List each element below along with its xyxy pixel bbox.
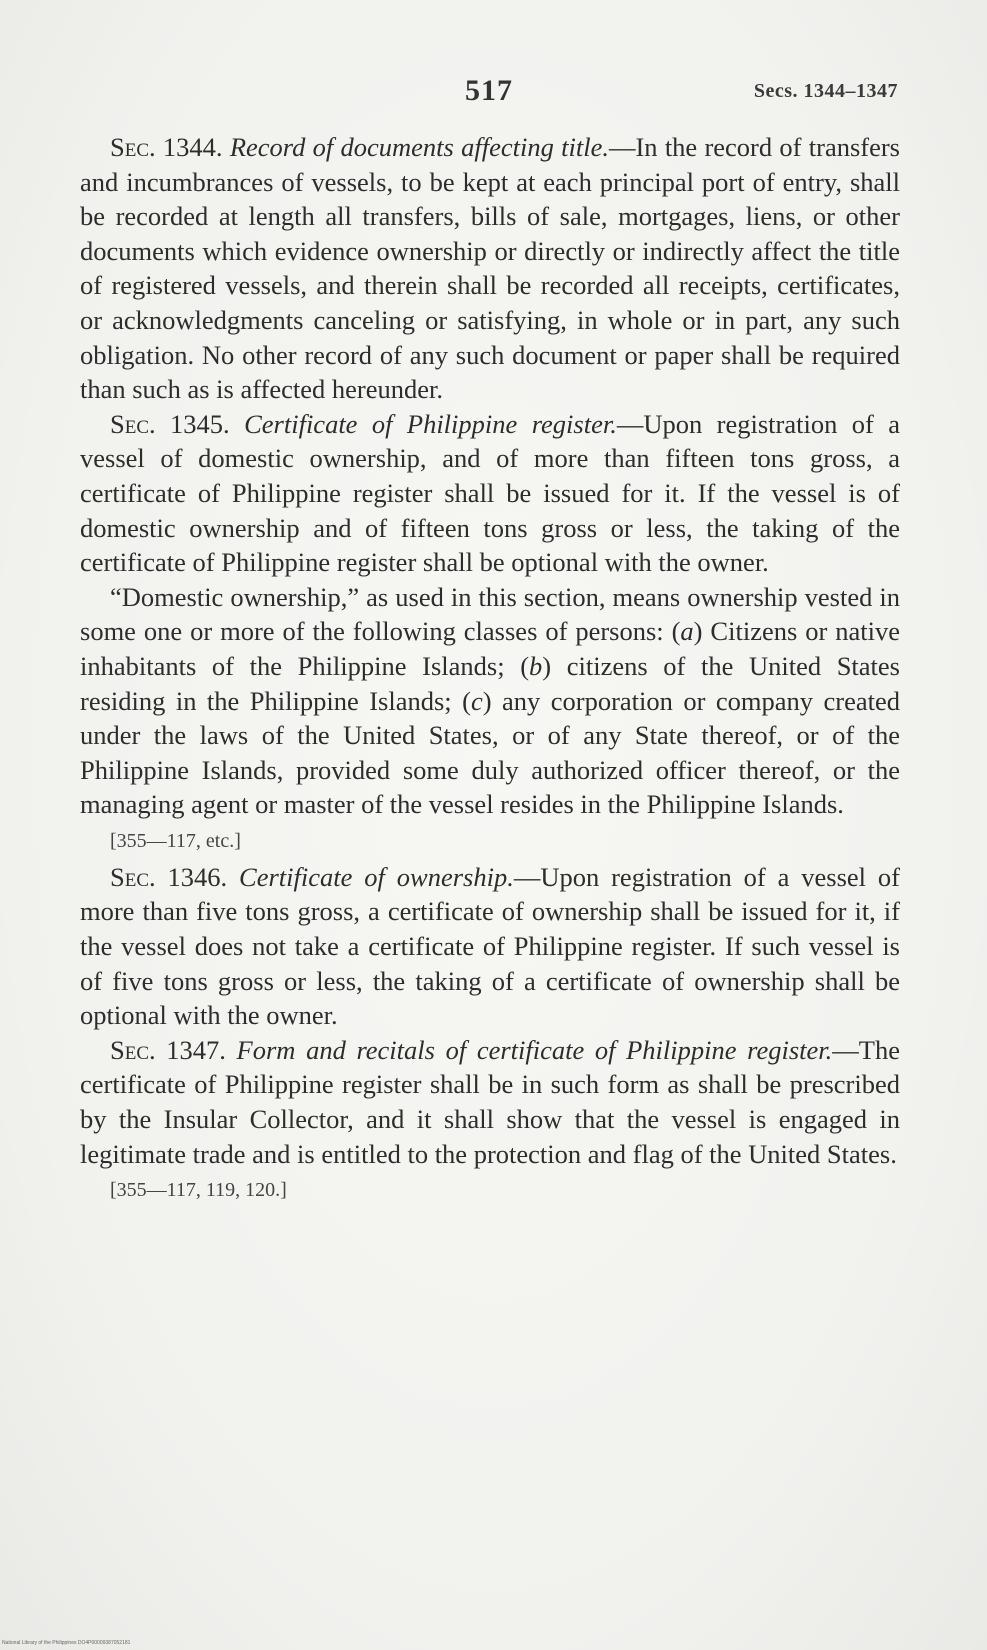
section-label: Sec. 1345. (110, 408, 230, 439)
section-text: —The certificate of Philippine register shall be in such form as shall be prescribed by the Insular Collector, and it shall show that the vessel is engaged in legitimate trade and is entitled to the protection and flag of the United States. (80, 1034, 900, 1169)
section-title: Certificate of ownership. (239, 861, 514, 892)
definition-text: ) citizens of the United States residing in the Philippine Islands; ( (80, 650, 900, 716)
section-text: —Upon registration of a vessel of domestic ownership, and of more than fifteen tons gross, a certificate of Philippine register shall be issued for it. If the vessel is of domestic ownership and of fifteen tons gross or less, the taking of the certificate of Philippine register shall be optional with the owner. (80, 408, 900, 578)
section-title: Record of documents affecting title. (229, 132, 609, 162)
citation-1345: [355—117, etc.] (110, 829, 241, 852)
section-1346 (80, 860, 900, 1033)
section-1344 (80, 130, 900, 407)
section-text: —Upon registration of a vessel of more than five tons gross, a certificate of ownership shall be issued for it, if the vessel does not take a certificate of Philippine register. If such vessel is of five tons gross or less, the taking of a certificate of ownership shall be optional with the owner. (80, 861, 901, 1031)
item-marker-b: b (529, 650, 543, 681)
section-label: Sec. 1344. (110, 132, 223, 162)
section-label: Sec. 1347. (110, 1034, 226, 1065)
body-text (80, 130, 900, 1209)
section-title: Form and recitals of certificate of Philippine register. (236, 1034, 833, 1065)
definition-text: ) Citizens or native inhabitants of the Philippine Islands; ( (80, 616, 900, 681)
page-header (80, 74, 898, 114)
item-marker-c: c (470, 685, 483, 716)
section-title: Certificate of Philippine register. (244, 408, 617, 439)
page-number: 517 (465, 74, 513, 107)
section-1347 (80, 1033, 900, 1171)
section-1345-definition (80, 580, 900, 822)
section-1345 (80, 407, 900, 580)
running-head: Secs. 1344–1347 (753, 80, 898, 102)
section-label: Sec. 1346. (110, 861, 228, 892)
section-text: —In the record of transfers and incumbrances of vessels, to be kept at each principal port of entry, shall be recorded at length all transfers, bills of sale, mortgages, liens, or other documents which evidence ownership or directly or indirectly affect the title of registered vessels, and therein shall be recorded all receipts, certificates, or acknowledgments canceling or satisfying, in whole or in part, any such obligation. No other record of any such document or paper shall be required than such as is affected hereunder. (80, 132, 900, 405)
footer-watermark: National Library of the Philippines DO4P00009387052181 (2, 1640, 131, 1646)
item-marker-a: a (680, 616, 694, 647)
citation-1347: [355—117, 119, 120.] (110, 1179, 287, 1202)
definition-text: ) any corporation or company created under the laws of the United States, or of any State thereof, or of the Philippine Islands, provided some duly authorized officer thereof, or the managing agent or master of the vessel resides in the Philippine Islands. (80, 685, 900, 820)
definition-text: “Domestic ownership,” as used in this section, means ownership vested in some one or more of the following classes of persons: ( (80, 581, 900, 647)
